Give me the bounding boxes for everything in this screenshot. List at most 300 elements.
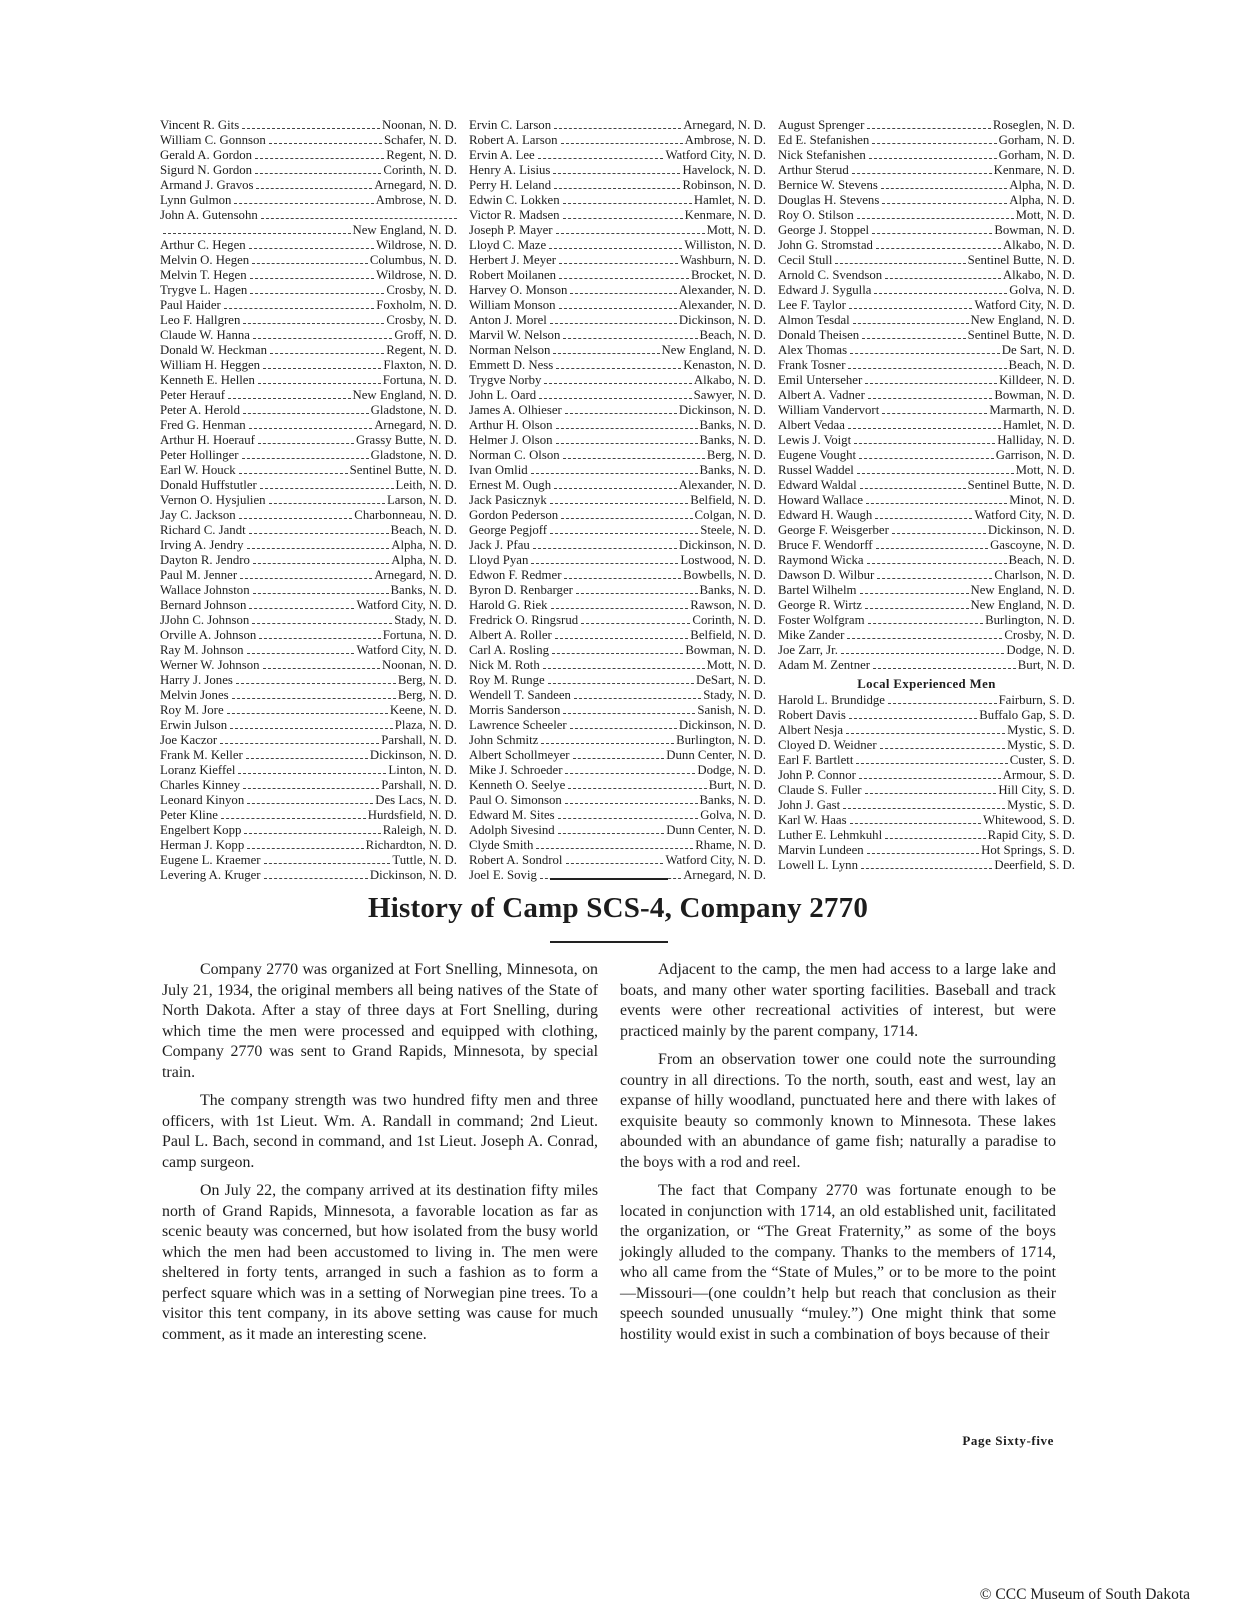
member-hometown: Ambrose, N. D. bbox=[375, 193, 457, 207]
member-hometown: New England, N. D. bbox=[352, 223, 457, 237]
dot-leader bbox=[556, 428, 698, 429]
roster-entry bbox=[469, 718, 766, 733]
member-hometown: Banks, N. D. bbox=[699, 793, 766, 807]
member-name: Edward J. Sygulla bbox=[778, 283, 872, 297]
dot-leader bbox=[258, 383, 381, 384]
roster-entry bbox=[469, 358, 766, 373]
member-hometown: Larson, N. D. bbox=[386, 493, 457, 507]
dot-leader bbox=[563, 338, 697, 339]
roster-entry bbox=[469, 163, 766, 178]
member-name: Jack J. Pfau bbox=[469, 538, 530, 552]
dot-leader bbox=[558, 833, 665, 834]
member-hometown: Foxholm, N. D. bbox=[376, 298, 457, 312]
member-hometown: Watford City, N. D. bbox=[665, 853, 766, 867]
roster-entry bbox=[778, 268, 1075, 283]
member-hometown: Hamlet, N. D. bbox=[1002, 418, 1075, 432]
dot-leader bbox=[244, 833, 380, 834]
dot-leader bbox=[556, 368, 681, 369]
dot-leader bbox=[554, 488, 677, 489]
dot-leader bbox=[538, 158, 664, 159]
member-hometown: Schafer, N. D. bbox=[383, 133, 457, 147]
roster-entry bbox=[469, 343, 766, 358]
dot-leader bbox=[243, 323, 384, 324]
member-name: Bernard Johnson bbox=[160, 598, 247, 612]
dot-leader bbox=[856, 763, 1007, 764]
roster-entry bbox=[160, 868, 457, 883]
dot-leader bbox=[553, 353, 659, 354]
member-hometown: Robinson, N. D. bbox=[682, 178, 766, 192]
member-name: James A. Olhieser bbox=[469, 403, 562, 417]
member-name: Melvin Jones bbox=[160, 688, 229, 702]
member-hometown: Burt, N. D. bbox=[708, 778, 766, 792]
member-hometown: Crosby, N. D. bbox=[386, 313, 457, 327]
member-name: Adam M. Zentner bbox=[778, 658, 871, 672]
member-hometown: Parshall, N. D. bbox=[381, 778, 457, 792]
member-hometown: Watford City, N. D. bbox=[974, 298, 1075, 312]
member-hometown: Bowman, N. D. bbox=[685, 643, 766, 657]
member-hometown: Mystic, S. D. bbox=[1007, 723, 1075, 737]
member-hometown: Banks, N. D. bbox=[699, 583, 766, 597]
member-hometown: Sentinel Butte, N. D. bbox=[967, 253, 1075, 267]
member-name: Lloyd Pyan bbox=[469, 553, 529, 567]
roster-entry bbox=[160, 838, 457, 853]
dot-leader bbox=[565, 773, 695, 774]
member-hometown: Berg, N. D. bbox=[706, 448, 766, 462]
member-name: Ed E. Stefanishen bbox=[778, 133, 870, 147]
dot-leader bbox=[574, 698, 701, 699]
article-paragraph: Company 2770 was organized at Fort Snelling, Minnesota, on July 21, 1934, the original members all being natives of the State of North Dakota. After a stay of three days at Fort Snelling, during which time the men were processed and equipped with clothing, Company 2770 was sent to Grand Rapids, Minnesota, by special train. bbox=[162, 961, 598, 1081]
dot-leader bbox=[881, 188, 1007, 189]
dot-leader bbox=[220, 743, 379, 744]
roster-entry bbox=[469, 238, 766, 253]
member-hometown: Gascoyne, N. D. bbox=[990, 538, 1075, 552]
member-name: Morris Sanderson bbox=[469, 703, 561, 717]
member-name: Russel Waddel bbox=[778, 463, 854, 477]
roster-entry bbox=[778, 708, 1075, 723]
dot-leader bbox=[258, 443, 354, 444]
dot-leader bbox=[847, 638, 1002, 639]
roster-entry bbox=[469, 838, 766, 853]
dot-leader bbox=[866, 503, 1007, 504]
roster-entry bbox=[469, 268, 766, 283]
roster-entry bbox=[160, 208, 457, 223]
member-name: Cecil Stull bbox=[778, 253, 833, 267]
roster-entry bbox=[469, 568, 766, 583]
local-men-heading: Local Experienced Men bbox=[857, 677, 996, 691]
member-name: Albert Nesja bbox=[778, 723, 844, 737]
member-hometown: Alexander, N. D. bbox=[678, 298, 766, 312]
dot-leader bbox=[867, 128, 991, 129]
dot-leader bbox=[259, 638, 380, 639]
member-hometown: Kenmare, N. D. bbox=[993, 163, 1075, 177]
member-name: Lewis J. Voigt bbox=[778, 433, 852, 447]
roster-entry bbox=[160, 178, 457, 193]
member-hometown: Grassy Butte, N. D. bbox=[356, 433, 457, 447]
dot-leader bbox=[882, 413, 987, 414]
dot-leader bbox=[554, 128, 681, 129]
roster-entry bbox=[469, 148, 766, 163]
roster-entry bbox=[778, 328, 1075, 343]
member-name: Peter Herauf bbox=[160, 388, 226, 402]
dot-leader bbox=[249, 248, 374, 249]
roster-entry bbox=[778, 148, 1075, 163]
member-name: Peter A. Herold bbox=[160, 403, 240, 417]
member-name: George Pegjoff bbox=[469, 523, 548, 537]
member-name: Bernice W. Stevens bbox=[778, 178, 878, 192]
roster-entry bbox=[160, 508, 457, 523]
member-hometown: Corinth, N. D. bbox=[383, 163, 457, 177]
member-name: Alex Thomas bbox=[778, 343, 848, 357]
member-hometown: Plaza, N. D. bbox=[394, 718, 457, 732]
member-hometown: Dunn Center, N. D. bbox=[666, 823, 766, 837]
roster-entry bbox=[778, 163, 1075, 178]
dot-leader bbox=[876, 548, 989, 549]
dot-leader bbox=[228, 398, 350, 399]
member-name: Emil Unterseher bbox=[778, 373, 863, 387]
member-name: Trygve L. Hagen bbox=[160, 283, 248, 297]
roster-entry bbox=[160, 433, 457, 448]
member-name: John G. Stromstad bbox=[778, 238, 873, 252]
roster-entry bbox=[469, 643, 766, 658]
roster-entry bbox=[778, 523, 1075, 538]
page-number: Page Sixty-five bbox=[962, 1433, 1054, 1448]
roster-column-1 bbox=[160, 118, 457, 883]
member-name: William Vandervort bbox=[778, 403, 880, 417]
member-hometown: Steele, N. D. bbox=[700, 523, 766, 537]
member-name: Henry A. Lisius bbox=[469, 163, 551, 177]
member-hometown: Mott, N. D. bbox=[706, 658, 766, 672]
dot-leader bbox=[581, 623, 690, 624]
member-name: Loranz Kieffel bbox=[160, 763, 236, 777]
roster-entry bbox=[469, 523, 766, 538]
member-name: Lowell L. Lynn bbox=[778, 858, 858, 872]
member-hometown: New England, N. D. bbox=[352, 388, 457, 402]
roster-column-2 bbox=[469, 118, 766, 883]
roster-entry bbox=[778, 693, 1075, 708]
member-name: Wallace Johnston bbox=[160, 583, 250, 597]
member-hometown: Dickinson, N. D. bbox=[987, 523, 1075, 537]
roster-entry bbox=[469, 313, 766, 328]
member-name: Donald Theisen bbox=[778, 328, 860, 342]
member-hometown: Groff, N. D. bbox=[394, 328, 457, 342]
roster-entry bbox=[469, 463, 766, 478]
member-name: Peter Hollinger bbox=[160, 448, 239, 462]
dot-leader bbox=[885, 278, 1001, 279]
dot-leader bbox=[877, 578, 992, 579]
member-name: Nick Stefanishen bbox=[778, 148, 866, 162]
roster-entry bbox=[778, 208, 1075, 223]
member-name: Ray M. Johnson bbox=[160, 643, 244, 657]
member-name: Lawrence Scheeler bbox=[469, 718, 567, 732]
member-name: Albert Vedaa bbox=[778, 418, 845, 432]
dot-leader bbox=[862, 338, 966, 339]
dot-leader bbox=[872, 143, 996, 144]
member-name: John P. Connor bbox=[778, 768, 856, 782]
dot-leader bbox=[263, 368, 381, 369]
member-name: Leonard Kinyon bbox=[160, 793, 245, 807]
member-hometown: Sentinel Butte, N. D. bbox=[967, 478, 1075, 492]
member-hometown: Noonan, N. D. bbox=[382, 118, 457, 132]
dot-leader bbox=[860, 488, 966, 489]
member-hometown: Banks, N. D. bbox=[699, 433, 766, 447]
member-name: Edwin C. Lokken bbox=[469, 193, 560, 207]
roster-entry bbox=[160, 793, 457, 808]
dot-leader bbox=[853, 323, 969, 324]
member-name: Orville A. Johnson bbox=[160, 628, 257, 642]
member-hometown: Hill City, S. D. bbox=[998, 783, 1075, 797]
member-hometown: New England, N. D. bbox=[661, 343, 766, 357]
member-name: Fred G. Henman bbox=[160, 418, 246, 432]
roster-entry bbox=[160, 493, 457, 508]
member-hometown: Dodge, N. D. bbox=[1006, 643, 1075, 657]
member-hometown: Burt, N. D. bbox=[1017, 658, 1075, 672]
roster-entry bbox=[778, 753, 1075, 768]
member-name: Marvil W. Nelson bbox=[469, 328, 561, 342]
roster-entry bbox=[469, 613, 766, 628]
dot-leader bbox=[536, 848, 693, 849]
roster-entry bbox=[778, 313, 1075, 328]
member-hometown: Banks, N. D. bbox=[390, 583, 457, 597]
roster-entry bbox=[469, 673, 766, 688]
dot-leader bbox=[885, 838, 986, 839]
roster-entry bbox=[778, 238, 1075, 253]
roster-entry bbox=[778, 133, 1075, 148]
dot-leader bbox=[243, 788, 379, 789]
roster-entry bbox=[778, 568, 1075, 583]
roster-entry bbox=[160, 343, 457, 358]
member-name: Eugene Vought bbox=[778, 448, 857, 462]
article-paragraph: Adjacent to the camp, the men had access to a large lake and boats, and many other water sporting facilities. Baseball and track events were other recreational activities of interest, but were practiced mainly by the parent company, 1714. bbox=[620, 961, 1056, 1040]
roster-entry bbox=[469, 733, 766, 748]
dot-leader bbox=[247, 548, 390, 549]
dot-leader bbox=[555, 638, 688, 639]
roster-entry bbox=[160, 193, 457, 208]
member-name: Mike Zander bbox=[778, 628, 845, 642]
member-hometown: Mystic, S. D. bbox=[1007, 738, 1075, 752]
member-name: William Monson bbox=[469, 298, 556, 312]
roster-entry bbox=[469, 823, 766, 838]
roster-entry bbox=[469, 328, 766, 343]
member-name: Melvin T. Hegen bbox=[160, 268, 247, 282]
dot-leader bbox=[867, 563, 1007, 564]
dot-leader bbox=[859, 778, 1001, 779]
roster-entry bbox=[778, 403, 1075, 418]
roster-entry bbox=[778, 843, 1075, 858]
roster-entry bbox=[469, 808, 766, 823]
member-name: Herman J. Kopp bbox=[160, 838, 245, 852]
member-hometown: Belfield, N. D. bbox=[690, 628, 766, 642]
member-name: Dawson D. Wilbur bbox=[778, 568, 875, 582]
roster-entry bbox=[469, 868, 766, 883]
member-hometown: Berg, N. D. bbox=[397, 688, 457, 702]
roster-entry bbox=[469, 388, 766, 403]
roster-entry bbox=[469, 583, 766, 598]
dot-leader bbox=[539, 398, 691, 399]
member-name: Engelbert Kopp bbox=[160, 823, 242, 837]
member-name: Edward M. Sites bbox=[469, 808, 555, 822]
member-name: Paul Haider bbox=[160, 298, 221, 312]
dot-leader bbox=[253, 338, 392, 339]
roster-entry bbox=[160, 598, 457, 613]
dot-leader bbox=[559, 263, 678, 264]
roster-entry bbox=[778, 283, 1075, 298]
member-hometown: Deerfield, S. D. bbox=[994, 858, 1075, 872]
dot-leader bbox=[255, 173, 381, 174]
dot-leader bbox=[559, 278, 689, 279]
dot-leader bbox=[243, 413, 369, 414]
member-name: Joseph P. Mayer bbox=[469, 223, 553, 237]
member-hometown: Whitewood, S. D. bbox=[982, 813, 1075, 827]
member-hometown: Gladstone, N. D. bbox=[370, 403, 457, 417]
dot-leader bbox=[230, 728, 393, 729]
member-hometown: New England, N. D. bbox=[970, 313, 1075, 327]
roster-entry bbox=[778, 768, 1075, 783]
dot-leader bbox=[857, 473, 1014, 474]
member-name: Arthur H. Olson bbox=[469, 418, 553, 432]
member-hometown: Belfield, N. D. bbox=[690, 493, 766, 507]
member-name: Ervin C. Larson bbox=[469, 118, 552, 132]
member-name: Norman C. Olson bbox=[469, 448, 560, 462]
roster bbox=[160, 118, 1076, 883]
member-hometown: Fortuna, N. D. bbox=[382, 628, 457, 642]
member-name: Donald W. Heckman bbox=[160, 343, 267, 357]
member-hometown: Armour, S. D. bbox=[1002, 768, 1075, 782]
member-name: Emmett D. Ness bbox=[469, 358, 554, 372]
roster-entry bbox=[469, 748, 766, 763]
dot-leader bbox=[865, 608, 969, 609]
member-hometown: Alpha, N. D. bbox=[1009, 193, 1075, 207]
member-hometown: Ambrose, N. D. bbox=[684, 133, 766, 147]
member-hometown: Garrison, N. D. bbox=[995, 448, 1075, 462]
member-name: Charles Kinney bbox=[160, 778, 240, 792]
roster-entry bbox=[778, 223, 1075, 238]
roster-entry bbox=[778, 508, 1075, 523]
member-hometown: Alpha, N. D. bbox=[1009, 178, 1075, 192]
member-hometown: Minot, N. D. bbox=[1009, 493, 1075, 507]
roster-entry bbox=[160, 238, 457, 253]
roster-entry bbox=[778, 448, 1075, 463]
member-name: Levering A. Kruger bbox=[160, 868, 261, 882]
member-hometown: Tuttle, N. D. bbox=[392, 853, 457, 867]
member-hometown: Crosby, N. D. bbox=[386, 283, 457, 297]
dot-leader bbox=[559, 308, 677, 309]
member-name: Armand J. Gravos bbox=[160, 178, 254, 192]
roster-entry bbox=[160, 553, 457, 568]
member-hometown: Hurdsfield, N. D. bbox=[367, 808, 457, 822]
member-name: Robert A. Larson bbox=[469, 133, 558, 147]
roster-entry bbox=[778, 478, 1075, 493]
member-hometown: Hamlet, N. D. bbox=[693, 193, 766, 207]
roster-entry bbox=[778, 828, 1075, 843]
member-hometown: Dickinson, N. D. bbox=[678, 538, 766, 552]
dot-leader bbox=[848, 368, 1006, 369]
member-name: Claude S. Fuller bbox=[778, 783, 862, 797]
member-name: Leo F. Hallgren bbox=[160, 313, 241, 327]
dot-leader bbox=[249, 533, 389, 534]
member-hometown: Wildrose, N. D. bbox=[376, 268, 457, 282]
member-hometown: Mystic, S. D. bbox=[1007, 798, 1075, 812]
roster-entry bbox=[160, 253, 457, 268]
member-hometown: De Sart, N. D. bbox=[1001, 343, 1075, 357]
member-hometown: Alkabo, N. D. bbox=[1002, 268, 1075, 282]
dot-leader bbox=[868, 398, 992, 399]
roster-entry bbox=[160, 268, 457, 283]
dot-leader bbox=[240, 578, 372, 579]
member-hometown: Regent, N. D. bbox=[386, 148, 457, 162]
roster-entry bbox=[469, 658, 766, 673]
member-hometown: New England, N. D. bbox=[970, 598, 1075, 612]
dot-leader bbox=[256, 188, 372, 189]
roster-entry bbox=[469, 598, 766, 613]
member-name: John J. Gast bbox=[778, 798, 841, 812]
dot-leader bbox=[551, 608, 689, 609]
dot-leader bbox=[880, 748, 1005, 749]
member-name: Robert Davis bbox=[778, 708, 846, 722]
roster-entry bbox=[778, 193, 1075, 208]
dot-leader bbox=[875, 518, 972, 519]
article-paragraph: On July 22, the company arrived at its destination fifty miles north of Grand Rapids, Minnesota, a favorable location as far as scenic beauty was concerned, but how isolated from the busy world which the men had been accustomed to living in. The men were sheltered in forty tents, arranged in such a fashion as to form a perfect square which was in a setting of Norwegian pine trees. To a visitor this tent company, in its above setting was cause for much comment, as it made an interesting scene. bbox=[162, 1182, 598, 1343]
member-hometown: Havelock, N. D. bbox=[682, 163, 766, 177]
member-name: Earl W. Houck bbox=[160, 463, 236, 477]
dot-leader bbox=[865, 383, 997, 384]
dot-leader bbox=[224, 308, 375, 309]
dot-leader bbox=[558, 818, 699, 819]
member-name: Roy M. Runge bbox=[469, 673, 545, 687]
member-name: Jack Pasicznyk bbox=[469, 493, 547, 507]
roster-entry bbox=[778, 613, 1075, 628]
member-name: Joe Kaczor bbox=[160, 733, 218, 747]
member-hometown: Watford City, N. D. bbox=[665, 148, 766, 162]
member-hometown: Mott, N. D. bbox=[706, 223, 766, 237]
member-name: Ernest M. Ough bbox=[469, 478, 552, 492]
member-hometown: Stady, N. D. bbox=[394, 613, 457, 627]
roster-entry bbox=[469, 778, 766, 793]
member-hometown: Colgan, N. D. bbox=[694, 508, 766, 522]
roster-entry bbox=[469, 493, 766, 508]
member-name: Mike J. Schroeder bbox=[469, 763, 563, 777]
member-name: Helmer J. Olson bbox=[469, 433, 553, 447]
member-hometown: Linton, N. D. bbox=[388, 763, 457, 777]
member-hometown: Mott, N. D. bbox=[1015, 463, 1075, 477]
member-name: Harvey O. Monson bbox=[469, 283, 568, 297]
roster-entry bbox=[778, 118, 1075, 133]
roster-entry bbox=[160, 133, 457, 148]
roster-entry bbox=[469, 418, 766, 433]
member-hometown: Halliday, N. D. bbox=[997, 433, 1075, 447]
dot-leader bbox=[269, 143, 382, 144]
roster-entry bbox=[778, 658, 1075, 673]
roster-entry bbox=[160, 403, 457, 418]
member-hometown: Leith, N. D. bbox=[395, 478, 457, 492]
member-hometown: Alkabo, N. D. bbox=[693, 373, 766, 387]
member-name: Wendell T. Sandeen bbox=[469, 688, 571, 702]
member-name: Lee F. Taylor bbox=[778, 298, 846, 312]
dot-leader bbox=[255, 158, 384, 159]
member-name: Roy M. Jore bbox=[160, 703, 224, 717]
member-hometown: Des Lacs, N. D. bbox=[375, 793, 457, 807]
member-name: Joe Zarr, Jr. bbox=[778, 643, 838, 657]
roster-entry bbox=[469, 373, 766, 388]
dot-leader bbox=[543, 668, 705, 669]
member-hometown: Arnegard, N. D. bbox=[683, 868, 766, 882]
roster-entry bbox=[160, 748, 457, 763]
dot-leader bbox=[554, 188, 680, 189]
member-hometown: Banks, N. D. bbox=[699, 418, 766, 432]
member-name: Lynn Gulmon bbox=[160, 193, 232, 207]
dot-leader bbox=[236, 683, 396, 684]
roster-entry bbox=[469, 223, 766, 238]
member-hometown: Wildrose, N. D. bbox=[376, 238, 457, 252]
